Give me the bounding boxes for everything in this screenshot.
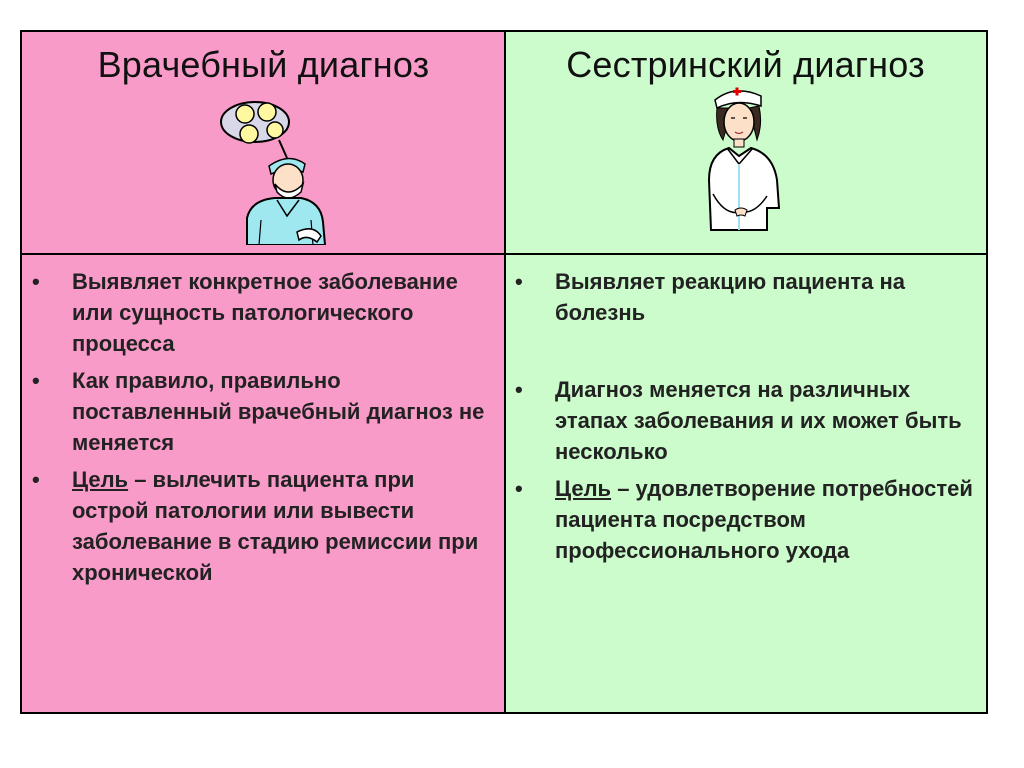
list-item: • Цель – вылечить пациента при острой патологии или вывести заболевание в стадию ремиссии при хронической (22, 464, 505, 588)
list-item: • Цель – удовлетворение потребностей пациента посредством профессионального ухода (505, 473, 986, 566)
nursing-diagnosis-header-cell (505, 32, 986, 254)
column-divider (504, 32, 506, 712)
medical-diagnosis-title: Врачебный диагноз (97, 44, 430, 85)
bullet-marker: • (515, 476, 523, 501)
comparison-table (20, 30, 988, 714)
nursing-diagnosis-content-cell (505, 254, 986, 712)
list-item: • Выявляет реакцию пациента на болезнь (505, 266, 986, 328)
bullet-marker: • (515, 269, 523, 294)
bullet-marker: • (32, 269, 40, 294)
medical-diagnosis-content-cell (22, 254, 505, 712)
goal-label: Цель (555, 476, 612, 501)
nursing-diagnosis-list (505, 266, 986, 566)
medical-diagnosis-list (22, 266, 505, 588)
row-divider (22, 253, 986, 255)
list-item: • Выявляет конкретное заболевание или сущность патологического процесса (22, 266, 505, 359)
medical-diagnosis-header-cell (22, 32, 505, 254)
list-item: • Как правило, правильно поставленный врачебный диагноз не меняется (22, 365, 505, 458)
nursing-diagnosis-title: Сестринский диагноз (566, 44, 925, 85)
bullet-marker: • (32, 467, 40, 492)
list-item: • Диагноз меняется на различных этапах заболевания и их может быть несколько (505, 374, 986, 467)
goal-label: Цель (72, 467, 129, 492)
bullet-marker: • (32, 368, 40, 393)
bullet-marker: • (515, 377, 523, 402)
nurse-icon (705, 84, 787, 232)
surgeon-icon (217, 100, 332, 245)
